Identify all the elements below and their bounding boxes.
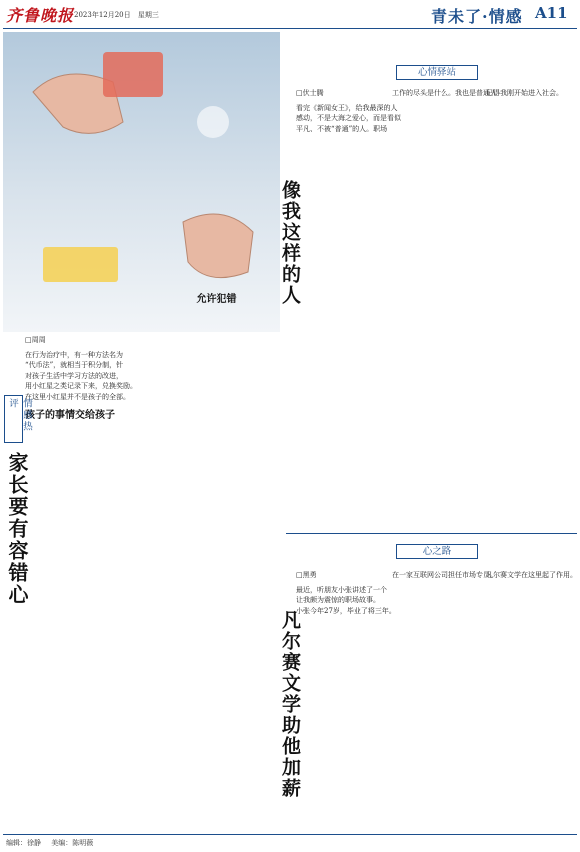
body-line: 在一家互联网公司担任市场专员。 bbox=[392, 571, 497, 579]
body-line: 感动，不是大海之爱心，而是看似 bbox=[296, 114, 401, 123]
article3-col1 bbox=[296, 570, 396, 616]
article1-author: □周周 bbox=[25, 336, 46, 344]
body-line: 在行为治疗中，有一种方法名为 bbox=[25, 350, 123, 359]
designer-credit: 美编：陈明薇 bbox=[51, 839, 94, 847]
section-divider bbox=[286, 533, 577, 534]
body-line: 看完《新闻女王》，给我最深的人 bbox=[296, 103, 398, 112]
credits bbox=[6, 838, 101, 848]
issue-meta bbox=[74, 10, 164, 20]
masthead-rule bbox=[3, 28, 577, 29]
article2-col2 bbox=[392, 88, 497, 99]
article1-subhead-1: 孩子的事情交给孩子 bbox=[25, 409, 115, 421]
column-label-2: 心情驿站 bbox=[396, 65, 478, 80]
body-line: 最近，听朋友小张讲述了一个 bbox=[296, 585, 387, 594]
body-line: 让我颇为震惊的职场故事。 bbox=[296, 596, 380, 605]
body-line: 在这里小红星并不是孩子的全部。 bbox=[25, 392, 130, 401]
article3-author: □黑勇 bbox=[296, 571, 317, 579]
article2-col3 bbox=[486, 88, 576, 99]
article2-col1 bbox=[296, 88, 401, 134]
section-title: 青未了·情感 bbox=[431, 7, 523, 26]
article2-title: 像我这样的人 bbox=[279, 180, 301, 306]
body-line: 用小红星之类记录下来，兑换奖励。 bbox=[25, 382, 137, 391]
body-line: “代币法”，就相当于积分制，针 bbox=[25, 361, 124, 370]
article2-author: □伏士腾 bbox=[296, 89, 324, 97]
column-label: 情感热评 bbox=[7, 398, 32, 433]
article3-col3 bbox=[486, 570, 576, 581]
article3-col2 bbox=[392, 570, 497, 581]
column-label-box bbox=[4, 395, 32, 443]
article1-col2 bbox=[153, 40, 280, 830]
footer-rule bbox=[3, 834, 577, 835]
page-number: A11 bbox=[535, 4, 568, 22]
article1-subhead-2: 允许犯错 bbox=[196, 294, 237, 305]
body-line: 对孩子生活中学习方法的改进， bbox=[25, 371, 123, 380]
editor-credit: 编辑：徐静 bbox=[6, 839, 41, 847]
article1-title: 家长要有容错心 bbox=[5, 452, 29, 606]
issue-weekday: 星期三 bbox=[137, 11, 159, 19]
column-label-3: 心之路 bbox=[396, 544, 478, 559]
body-line: 小张今年27岁，毕业了将三年。 bbox=[296, 606, 396, 615]
newspaper-logo: 齐鲁晚报 bbox=[6, 6, 75, 25]
article3-title: 凡尔赛文学助他加薪 bbox=[279, 610, 301, 799]
article1-col1 bbox=[25, 335, 149, 835]
body-line: 平凡、不被“普通”的人。职场 bbox=[296, 124, 388, 133]
body-line: 工作的尽头是什么。我也是普通人 bbox=[392, 89, 497, 97]
body-line: 凡尔赛文学在这里起了作用。 bbox=[486, 571, 577, 579]
body-line: 记得我刚开始进入社会。 bbox=[486, 89, 563, 97]
issue-date: 2023年12月20日 bbox=[74, 11, 131, 19]
